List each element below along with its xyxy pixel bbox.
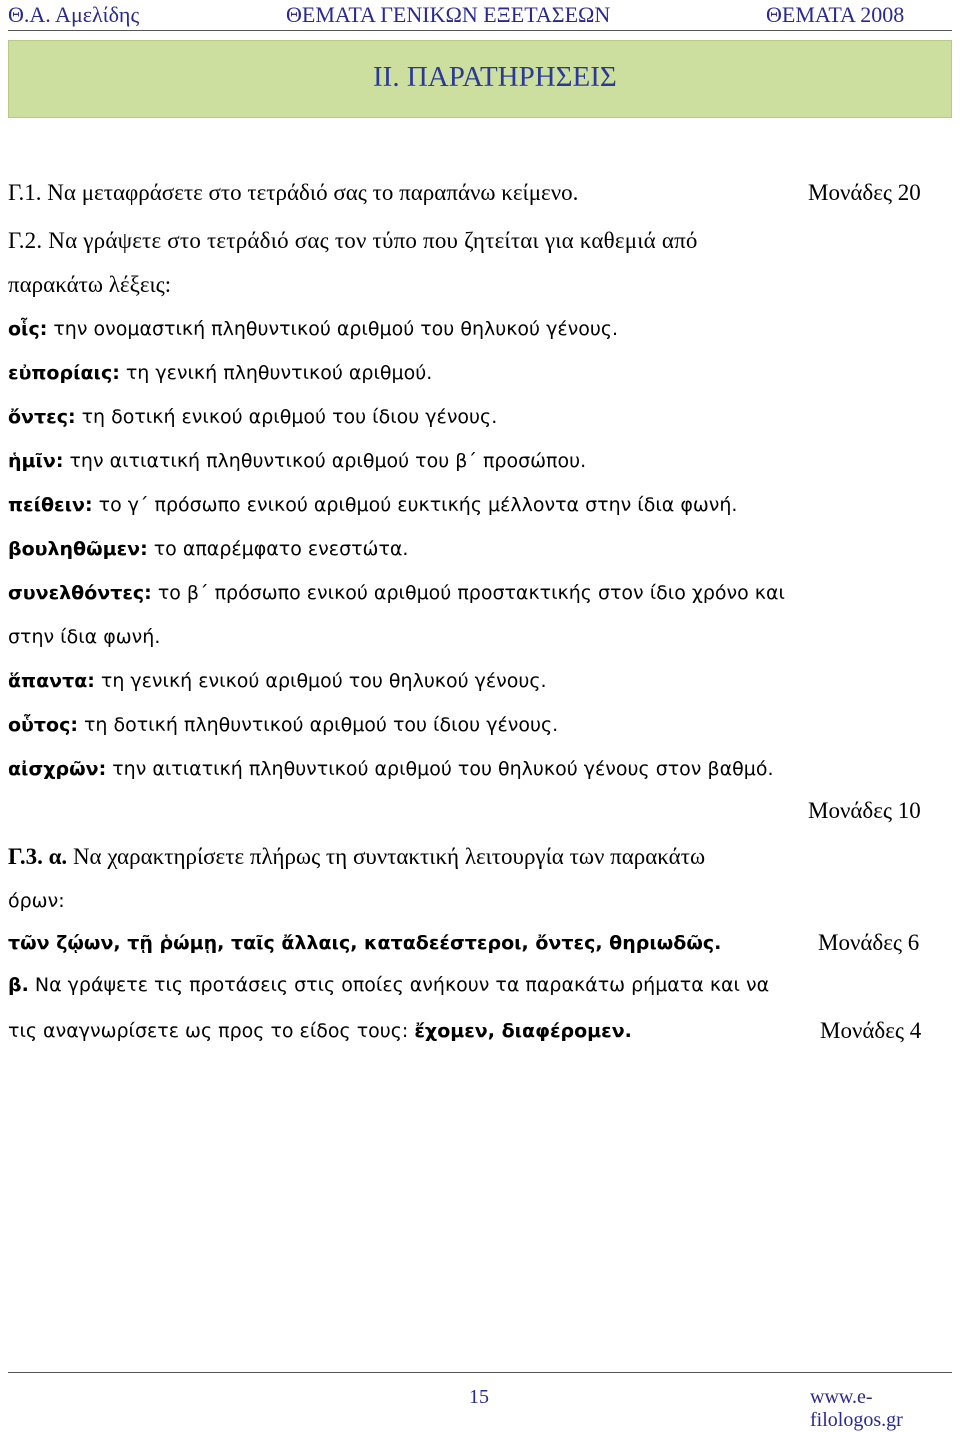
term-word: οὗτος: xyxy=(8,714,78,736)
footer-divider xyxy=(8,1372,952,1373)
term-word: αἰσχρῶν: xyxy=(8,758,107,780)
section-banner xyxy=(8,40,952,118)
term-description: την αιτιατική πληθυντικού αριθμού του θηλυκού γένους στον βαθμό. xyxy=(106,758,774,780)
header-year: ΘΕΜΑΤΑ 2008 xyxy=(766,2,905,27)
term-description: τη δοτική ενικού αριθμού του ίδιου γένους. xyxy=(75,406,498,428)
header-divider xyxy=(8,30,952,31)
page-header xyxy=(0,0,960,28)
term-description: τη γενική πληθυντικού αριθμού. xyxy=(119,362,433,384)
list-item xyxy=(8,714,558,736)
question-label: Γ.1. xyxy=(8,180,42,205)
question-label: β. xyxy=(8,974,29,996)
question-g3b-line1 xyxy=(8,974,769,996)
header-author: Θ.Α. Αμελίδης xyxy=(8,2,140,27)
list-item xyxy=(8,406,497,428)
list-item xyxy=(8,758,773,780)
page-number: 15 xyxy=(469,1386,489,1408)
term-word: βουληθῶμεν: xyxy=(8,538,148,560)
list-item xyxy=(8,538,408,560)
term-word: ὄντες: xyxy=(8,406,76,428)
points-g2: Μονάδες 10 xyxy=(808,798,921,823)
term-word: ἡμῖν: xyxy=(8,450,64,472)
question-text: Να χαρακτηρίσετε πλήρως τη συντακτική λειτουργία των παρακάτω xyxy=(67,844,706,869)
question-text: Να μεταφράσετε στο τετράδιό σας το παραπάνω κείμενο. xyxy=(41,180,579,205)
term-word: οἷς: xyxy=(8,318,48,340)
list-item xyxy=(8,318,618,340)
question-verbs: ἔχομεν, διαφέρομεν. xyxy=(414,1020,632,1042)
list-item-continuation xyxy=(8,626,160,648)
term-description: τη δοτική πληθυντικού αριθμού του ίδιου γένους. xyxy=(77,714,559,736)
term-description: την αιτιατική πληθυντικού αριθμού του β΄ προσώπου. xyxy=(63,450,587,472)
term-description: στην ίδια φωνή. xyxy=(8,626,161,648)
question-g2-line1 xyxy=(8,228,952,254)
term-description: το απαρέμφατο ενεστώτα. xyxy=(147,538,409,560)
term-description: την ονομαστική πληθυντικού αριθμού του θηλυκού γένους. xyxy=(47,318,619,340)
question-label: Γ.3. α. xyxy=(8,844,68,869)
list-item xyxy=(8,582,785,604)
question-label: Γ.2. xyxy=(8,228,43,253)
term-word: συνελθόντες: xyxy=(8,582,152,604)
question-g3a-line2: όρων: xyxy=(8,890,65,912)
points-g1: Μονάδες 20 xyxy=(808,180,921,205)
question-text: τις αναγνωρίσετε ως προς το είδος τους: xyxy=(8,1020,415,1042)
term-word: εὐπορίαις: xyxy=(8,362,120,384)
footer-website[interactable]: www.e-filologos.gr xyxy=(810,1386,903,1431)
points-g3b: Μονάδες 4 xyxy=(820,1018,922,1043)
question-g1 xyxy=(8,180,578,206)
question-g2-line2: παρακάτω λέξεις: xyxy=(8,272,172,297)
list-item xyxy=(8,670,547,692)
list-item xyxy=(8,450,586,472)
points-g3a: Μονάδες 6 xyxy=(818,930,920,955)
question-g3a-line1 xyxy=(8,844,705,870)
term-word: πείθειν: xyxy=(8,494,93,516)
term-description: το β΄ πρόσωπο ενικού αριθμού προστακτικής στον ίδιο χρόνο και xyxy=(151,582,785,604)
list-item xyxy=(8,494,737,516)
term-word: ἅπαντα: xyxy=(8,670,95,692)
question-text: Να γράψετε στο τετράδιό σας τον τύπο που ζητείται για καθεμιά από xyxy=(42,228,698,253)
term-description: τη γενική ενικού αριθμού του θηλυκού γένους. xyxy=(94,670,547,692)
section-title: ΙΙ. ΠΑΡΑΤΗΡΗΣΕΙΣ xyxy=(373,61,617,93)
header-center-title: ΘΕΜΑΤΑ ΓΕΝΙΚΩΝ ΕΞΕΤΑΣΕΩΝ xyxy=(286,2,611,27)
question-text: Να γράψετε τις προτάσεις στις οποίες ανήκουν τα παρακάτω ρήματα και να xyxy=(28,974,770,996)
question-g3b-line2 xyxy=(8,1020,632,1042)
list-item xyxy=(8,362,432,384)
term-description: το γ΄ πρόσωπο ενικού αριθμού ευκτικής μέλλοντα στην ίδια φωνή. xyxy=(92,494,738,516)
question-g3a-terms: τῶν ζῴων, τῇ ῥώμῃ, ταῖς ἄλλαις, καταδεέστεροι, ὄντες, θηριωδῶς. xyxy=(8,932,722,954)
